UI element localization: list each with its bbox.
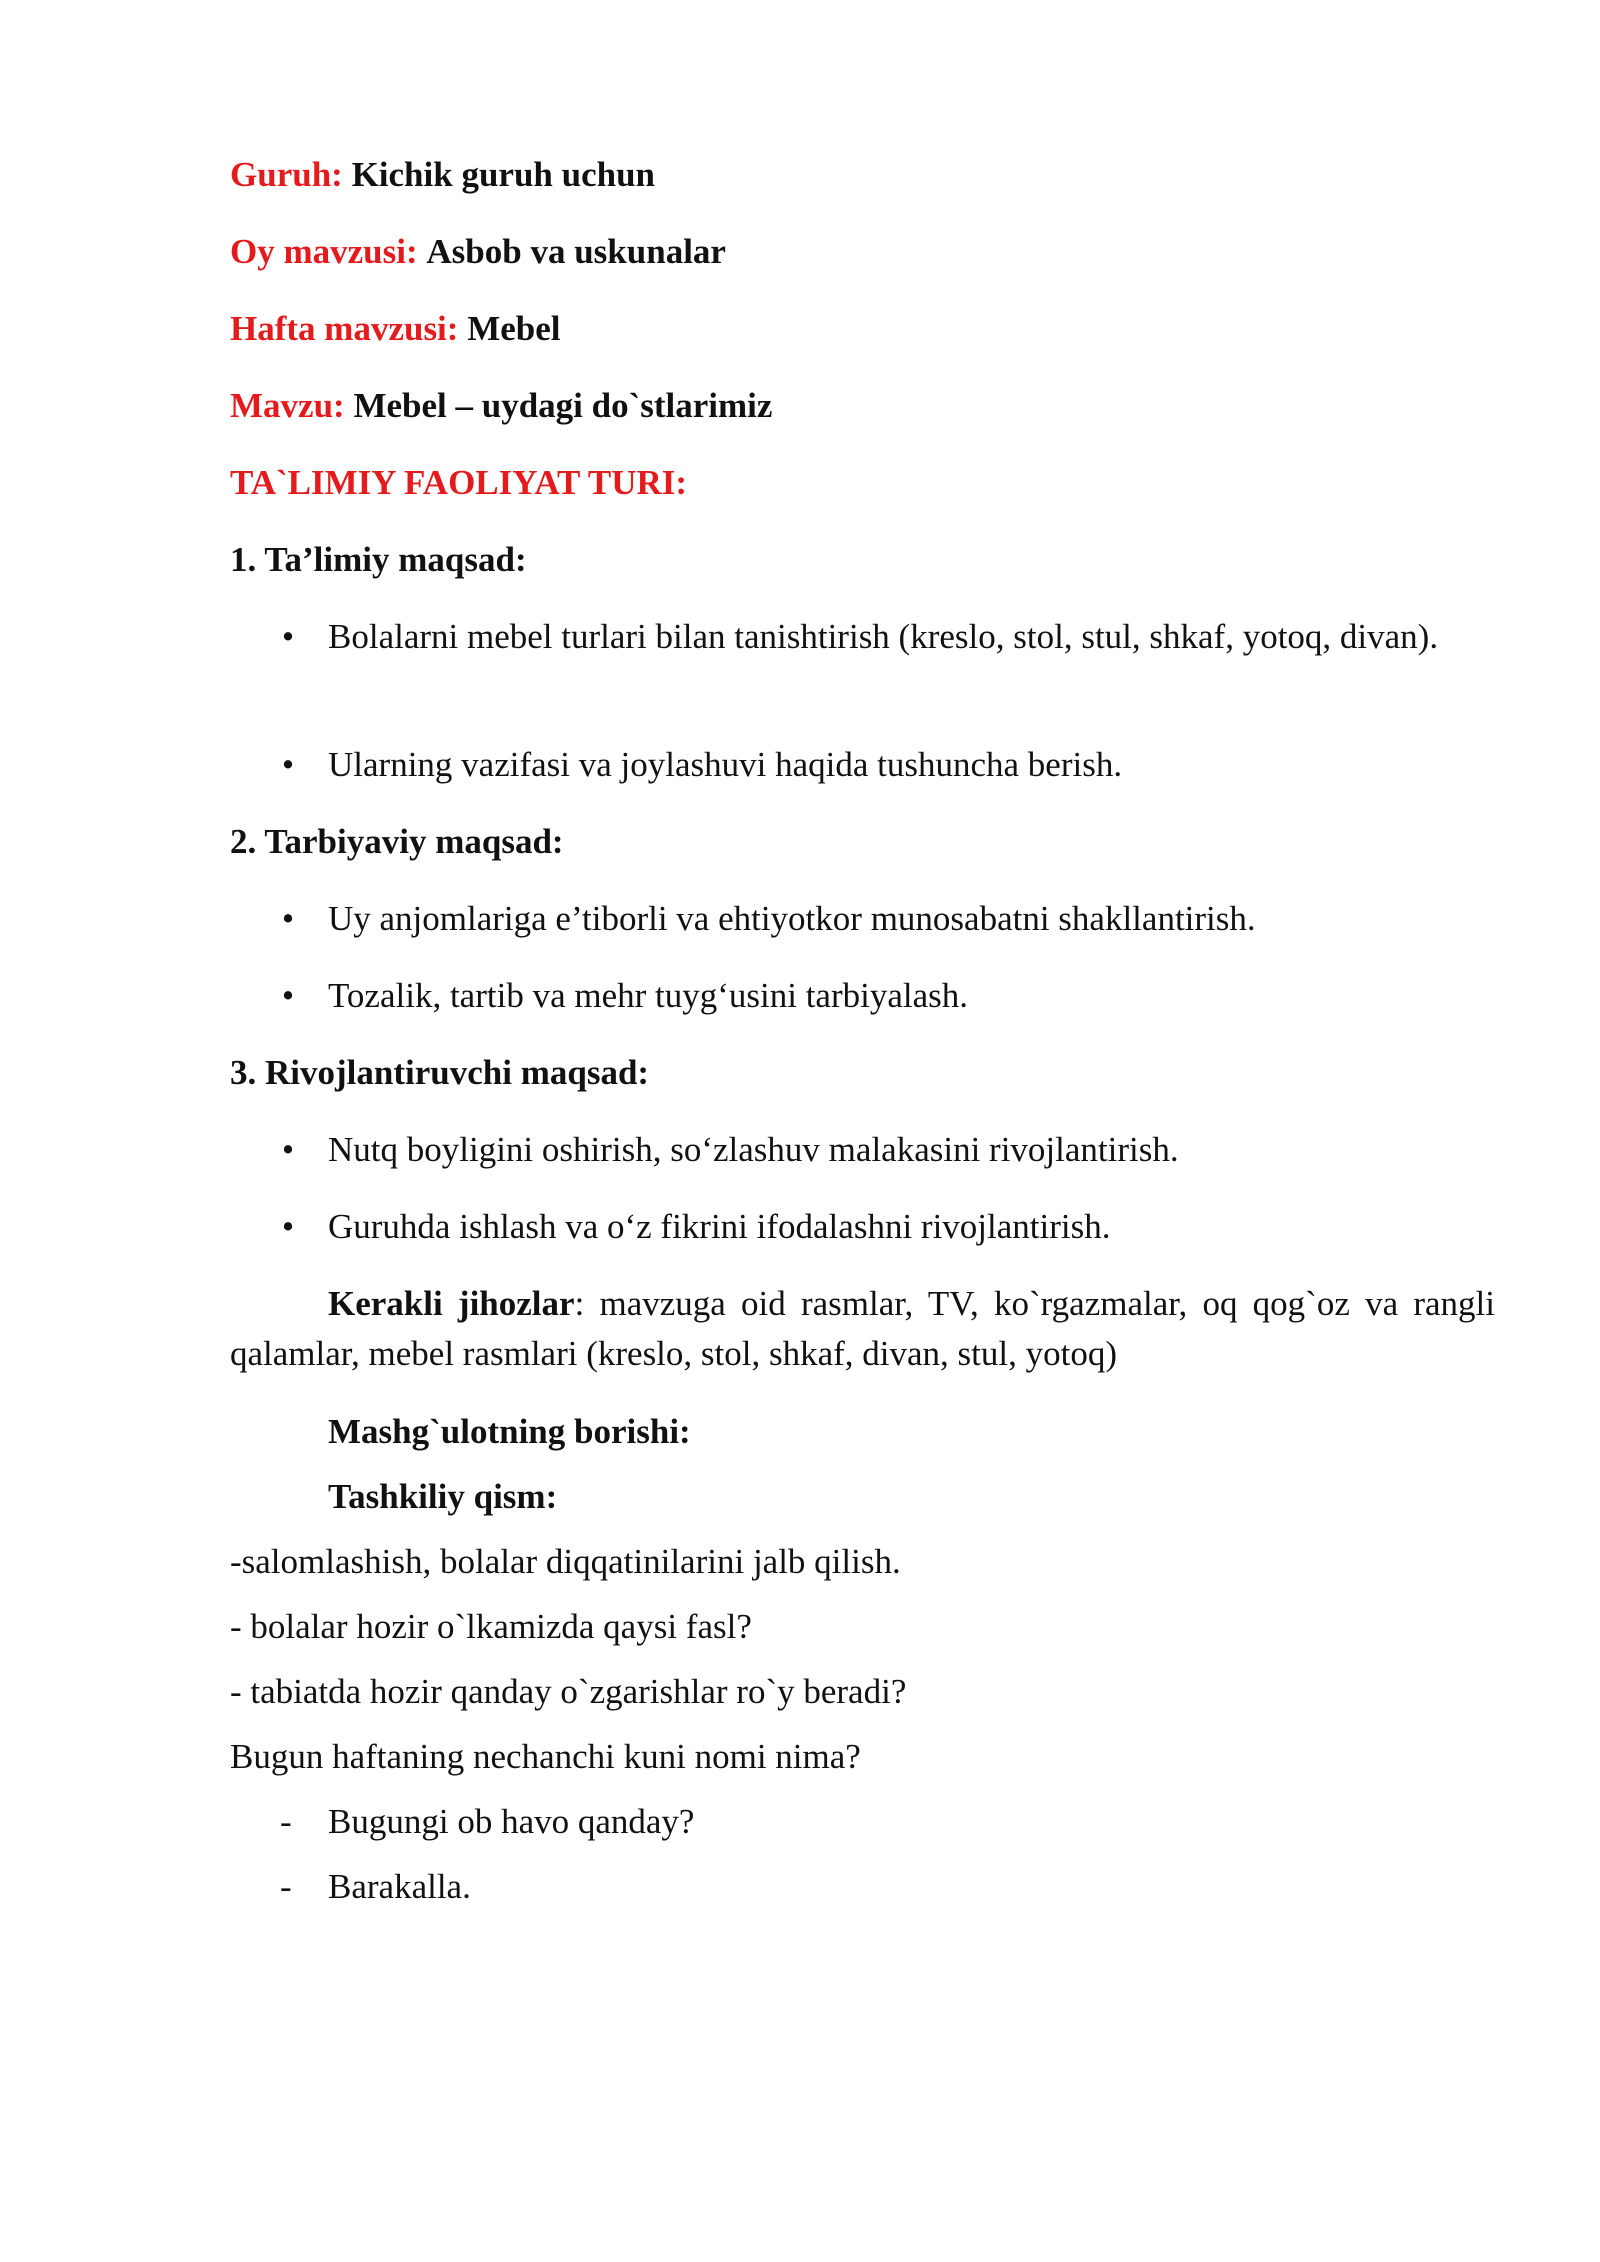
- list-item: [230, 612, 1495, 662]
- bullet-icon: •: [281, 976, 295, 1015]
- bullet-icon: •: [281, 745, 295, 784]
- dash-list-item-text: Bugungi ob havo qanday?: [328, 1802, 695, 1841]
- list-item-text: Tozalik, tartib va mehr tuyg‘usini tarbiyalash.: [328, 976, 969, 1015]
- equipment-label: Kerakli jihozlar: [328, 1284, 575, 1323]
- group-line: [230, 150, 1495, 200]
- goal-title: 3. Rivojlantiruvchi maqsad:: [230, 1053, 650, 1092]
- list-item: [230, 971, 1495, 1021]
- topic-line: [230, 381, 1495, 431]
- bullet-icon: •: [281, 617, 295, 656]
- month-topic-line: [230, 227, 1495, 277]
- list-item: [230, 1202, 1495, 1252]
- lesson-line: - bolalar hozir o`lkamizda qaysi fasl?: [230, 1607, 752, 1646]
- week-topic-value: Mebel: [467, 309, 561, 348]
- list-item-text: Uy anjomlariga e’tiborli va ehtiyotkor munosabatni shakllantirish.: [328, 899, 1256, 938]
- bullet-icon: •: [281, 899, 295, 938]
- lesson-line: Bugun haftaning nechanchi kuni nomi nima?: [230, 1737, 861, 1776]
- goal-title: 1. Ta’limiy maqsad:: [230, 540, 527, 579]
- topic-value: Mebel – uydagi do`stlarimiz: [353, 386, 773, 425]
- dash-icon: -: [280, 1867, 292, 1906]
- list-item: [230, 740, 1495, 790]
- bullet-icon: •: [281, 1130, 295, 1169]
- list-item: [230, 894, 1495, 944]
- list-item-text: Ularning vazifasi va joylashuvi haqida tushuncha berish.: [328, 745, 1123, 784]
- equipment-paragraph: [230, 1279, 1495, 1379]
- dash-list-item: [230, 1797, 1495, 1847]
- topic-label: Mavzu:: [230, 386, 345, 425]
- group-label: Guruh:: [230, 155, 343, 194]
- list-item: [230, 1125, 1495, 1175]
- bullet-icon: •: [281, 1207, 295, 1246]
- lesson-line: -salomlashish, bolalar diqqatinilarini jalb qilish.: [230, 1542, 901, 1581]
- progress-heading: Mashg`ulotning borishi:: [328, 1412, 691, 1451]
- dash-icon: -: [280, 1802, 292, 1841]
- lesson-line: - tabiatda hozir qanday o`zgarishlar ro`y beradi?: [230, 1672, 907, 1711]
- list-item-text: Bolalarni mebel turlari bilan tanishtirish (kreslo, stol, stul, shkaf, yotoq, divan).: [328, 617, 1439, 656]
- org-heading: Tashkiliy qism:: [328, 1477, 558, 1516]
- list-item-text: Nutq boyligini oshirish, so‘zlashuv malakasini rivojlantirish.: [328, 1130, 1179, 1169]
- list-item-text: Guruhda ishlash va o‘z fikrini ifodalashni rivojlantirish.: [328, 1207, 1111, 1246]
- week-topic-label: Hafta mavzusi:: [230, 309, 459, 348]
- equipment-text: : mavzuga oid rasmlar, TV, ko`rgazmalar, oq qog`oz va rangli qalamlar, mebel rasmlari (kreslo, stol, shkaf, divan, stul, yotoq): [230, 1284, 1495, 1373]
- goal-title: 2. Tarbiyaviy maqsad:: [230, 822, 564, 861]
- dash-list-item-text: Barakalla.: [328, 1867, 471, 1906]
- month-topic-value: Asbob va uskunalar: [426, 232, 726, 271]
- month-topic-label: Oy mavzusi:: [230, 232, 418, 271]
- dash-list-item: [230, 1862, 1495, 1912]
- week-topic-line: [230, 304, 1495, 354]
- activity-heading: TA`LIMIY FAOLIYAT TURI:: [230, 463, 688, 502]
- group-value: Kichik guruh uchun: [351, 155, 656, 194]
